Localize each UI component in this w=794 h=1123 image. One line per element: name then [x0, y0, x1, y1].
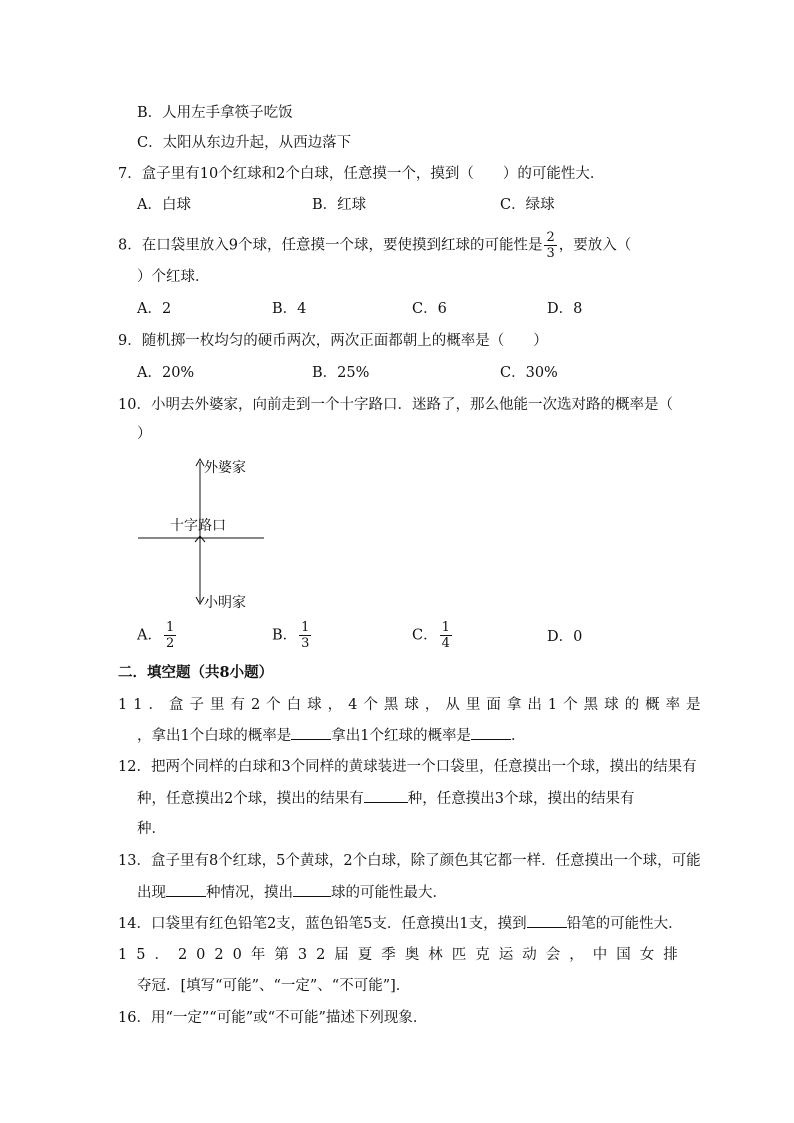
q12-text-b: 种，任意摸出3个球，摸出的结果有 [407, 791, 635, 807]
q7-option-b: B．红球 [312, 197, 367, 213]
q10-option-c [412, 620, 454, 651]
q8-stem-after: ，要放入（ [558, 237, 632, 254]
q13-blank-2[interactable] [293, 882, 331, 897]
q10-option-c-num: 1 [441, 620, 450, 635]
q8-option-a: A．2 [137, 301, 172, 317]
q7-option-a: A．白球 [137, 197, 191, 213]
q12-line2 [137, 788, 634, 809]
q10-option-c-prefix: C． [412, 627, 438, 644]
q8-option-c: C．6 [412, 301, 447, 317]
q13-text-b: 种情况，摸出 [206, 885, 293, 901]
q8-stem-before: 8．在口袋里放入9个球，任意摸一个球，要使摸到红球的可能性是 [118, 237, 543, 254]
crossroad-diagram [130, 450, 280, 616]
q9-option-c: C．30% [500, 365, 558, 381]
q10-option-b-prefix: B． [272, 627, 298, 644]
q12-blank-2[interactable] [364, 788, 408, 803]
q6-option-c: C．太阳从东边升起，从西边落下 [137, 135, 352, 151]
q8-frac-num: 2 [546, 230, 555, 245]
q10-option-c-den: 4 [441, 636, 450, 651]
q12-line3: 种． [137, 821, 166, 837]
q11-text-a: ，拿出1个白球的概率是 [137, 728, 292, 744]
q10-option-a-fraction [164, 620, 176, 651]
q10-option-c-fraction [440, 620, 452, 651]
q12-text-a: 种，任意摸出2个球，摸出的结果有 [137, 791, 364, 807]
q13-line1: 13．盒子里有8个红球，5个黄球，2个白球，除了颜色其它都一样．任意摸出一个球，可能 [118, 853, 701, 869]
section-title: 二．填空题（共8小题） [118, 664, 274, 681]
q9-option-a: A．20% [137, 365, 195, 381]
q10-option-a-num: 1 [165, 620, 175, 635]
q8-frac-den: 3 [546, 246, 555, 261]
q8-stem [118, 230, 631, 261]
q10-option-b [272, 620, 313, 651]
q7-option-c: C．绿球 [500, 197, 555, 213]
q7-stem: 7．盒子里有10个红球和2个白球，任意摸一个，摸到（ ）的可能性大． [118, 166, 605, 182]
q13-line2 [137, 882, 447, 903]
q14-text-a: 14．口袋里有红色铅笔2支，蓝色铅笔5支．任意摸出1支，摸到 [118, 916, 527, 932]
q10-option-b-num: 1 [301, 620, 310, 635]
q10-option-b-den: 3 [301, 636, 310, 651]
q11-text-b: 拿出1个红球的概率是 [331, 728, 471, 744]
q8-stem-line2: ）个红球． [137, 269, 210, 285]
q10-option-a [137, 620, 178, 651]
q11-line1: 11．盒子里有2个白球，4个黑球，从里面拿出1个黑球的概率是 [118, 697, 707, 713]
q9-stem: 9．随机掷一枚均匀的硬币两次，两次正面都朝上的概率是（ ） [118, 333, 548, 349]
q11-line2 [137, 725, 525, 746]
q10-option-b-fraction [299, 620, 311, 651]
q10-option-a-den: 2 [165, 636, 175, 651]
q14-blank[interactable] [527, 913, 567, 928]
mid-label: 十字路口 [170, 518, 226, 534]
q10-option-d: D．0 [547, 629, 583, 645]
q14-line [118, 913, 683, 934]
q11-blank-2[interactable] [291, 725, 331, 740]
q13-text-c: 球的可能性最大． [331, 885, 447, 901]
q13-blank-1[interactable] [166, 882, 206, 897]
q14-text-b: 铅笔的可能性大． [566, 916, 683, 932]
q15-line1: 15．2020年第32届夏季奥林匹克运动会，中国女排 [118, 947, 687, 963]
q16-line1: 16．用“一定”“可能”或“不可能”描述下列现象． [118, 1010, 428, 1026]
q10-option-a-prefix: A． [137, 627, 162, 644]
q6-option-b: B．人用左手拿筷子吃饭 [137, 105, 293, 121]
q9-option-b: B．25% [312, 365, 370, 381]
q11-text-c: ． [510, 728, 526, 744]
top-label: 外婆家 [204, 460, 246, 476]
q12-line1: 12．把两个同样的白球和3个同样的黄球装进一个口袋里，任意摸出一个球，摸出的结果有 [118, 759, 697, 775]
q11-blank-3[interactable] [471, 725, 511, 740]
q8-fraction [544, 230, 556, 261]
q10-stem-line2: ） [137, 426, 152, 442]
bottom-label: 小明家 [204, 595, 246, 611]
q8-option-d: D．8 [547, 301, 583, 317]
q15-line2: 夺冠．[填写“可能”、“一定”、“不可能”]． [137, 978, 411, 994]
q8-option-b: B．4 [272, 301, 307, 317]
q13-text-a: 出现 [137, 885, 166, 901]
q10-stem: 10．小明去外婆家，向前走到一个十字路口．迷路了，那么他能一次选对路的概率是（ [118, 397, 673, 413]
